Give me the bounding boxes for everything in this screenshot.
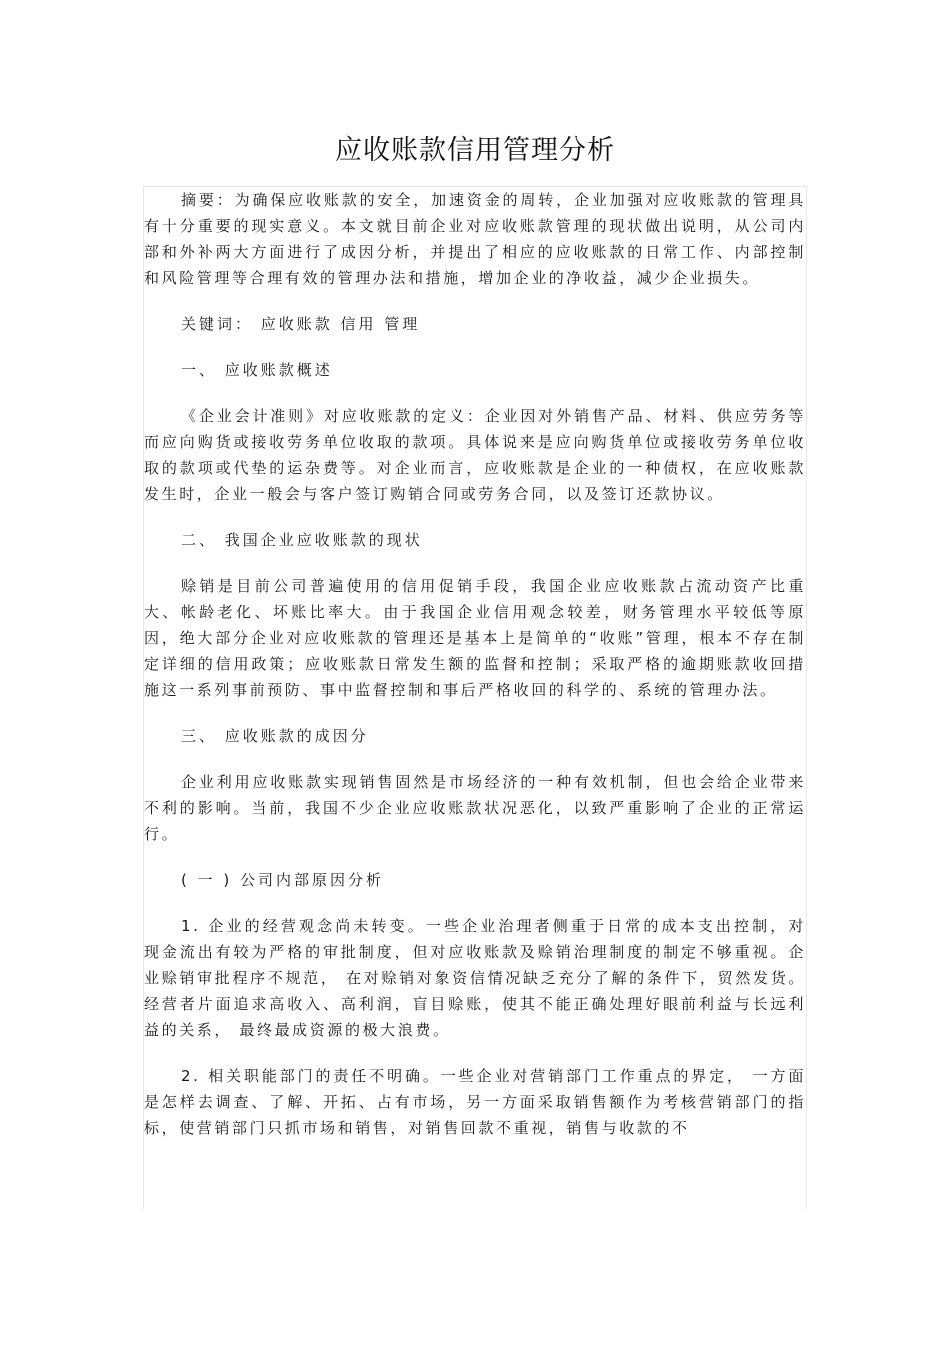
section-1-paragraph: 《企业会计准则》对应收账款的定义：企业因对外销售产品、材料、供应劳务等而应向购货或接收劳务单位收取的款项。具体说来是应向购货单位或接收劳务单位收取的款项或代垫的运杂费等。对企业而言，应收账款是企业的一种债权，在应收账款发生时，企业一般会与客户签订购销合同或劳务合同，以及签订还款协议。 [144, 407, 806, 503]
document-content [144, 187, 806, 1141]
section-3-paragraph: 企业利用应收账款实现销售固然是市场经济的一种有效机制，但也会给企业带来不利的影响。当前，我国不少企业应收账款状况恶化，以致严重影响了企业的正常运行。 [144, 773, 806, 843]
section-2-heading: 二、 我国企业应收账款的现状 [181, 531, 423, 549]
point-2-paragraph: 2. 相关职能部门的责任不明确。一些企业对营销部门工作重点的界定， 一方面是怎样去调查、了解、开拓、占有市场，另一方面采取销售额作为考核营销部门的指标，使营销部门只抓市场和销售，对销售回款不重视，销售与收款的不 [144, 1067, 806, 1137]
section-1-heading: 一、 应收账款概述 [181, 361, 333, 379]
subsection-1-heading: ( 一 ) 公司内部原因分析 [181, 871, 385, 889]
section-3-heading: 三、 应收账款的成因分 [181, 727, 369, 745]
abstract-paragraph: 摘要：为确保应收账款的安全，加速资金的周转，企业加强对应收账款的管理具有十分重要的现实意义。本文就目前企业对应收账款管理的现状做出说明，从公司内部和外补两大方面进行了成因分析，并提出了相应的应收账款的日常工作、内部控制和风险管理等合理有效的管理办法和措施，增加企业的净收益，减少企业损失。 [144, 191, 806, 287]
document-body [143, 186, 807, 1209]
document-title: 应收账款信用管理分析 [335, 135, 615, 166]
keywords-line: 关键词： 应收账款 信用 管理 [181, 315, 421, 333]
section-2-paragraph: 赊销是目前公司普遍使用的信用促销手段，我国企业应收账款占流动资产比重大、帐龄老化、坏账比率大。由于我国企业信用观念较差，财务管理水平较低等原因，绝大部分企业对应收账款的管理还是基本上是简单的“收账”管理，根本不存在制定详细的信用政策；应收账款日常发生额的监督和控制；采取严格的逾期账款收回措施这一系列事前预防、事中监督控制和事后严格收回的科学的、系统的管理办法。 [144, 577, 806, 699]
point-1-paragraph: 1. 企业的经营观念尚未转变。一些企业治理者侧重于日常的成本支出控制，对现金流出有较为严格的审批制度，但对应收账款及赊销治理制度的制定不够重视。企业赊销审批程序不规范， 在对赊销对象资信情况缺乏充分了解的条件下，贸然发货。经营者片面追求高收入、高利润，盲目赊账，使其不能正确处理好眼前利益与长远利益的关系， 最终最成资源的极大浪费。 [144, 917, 806, 1039]
